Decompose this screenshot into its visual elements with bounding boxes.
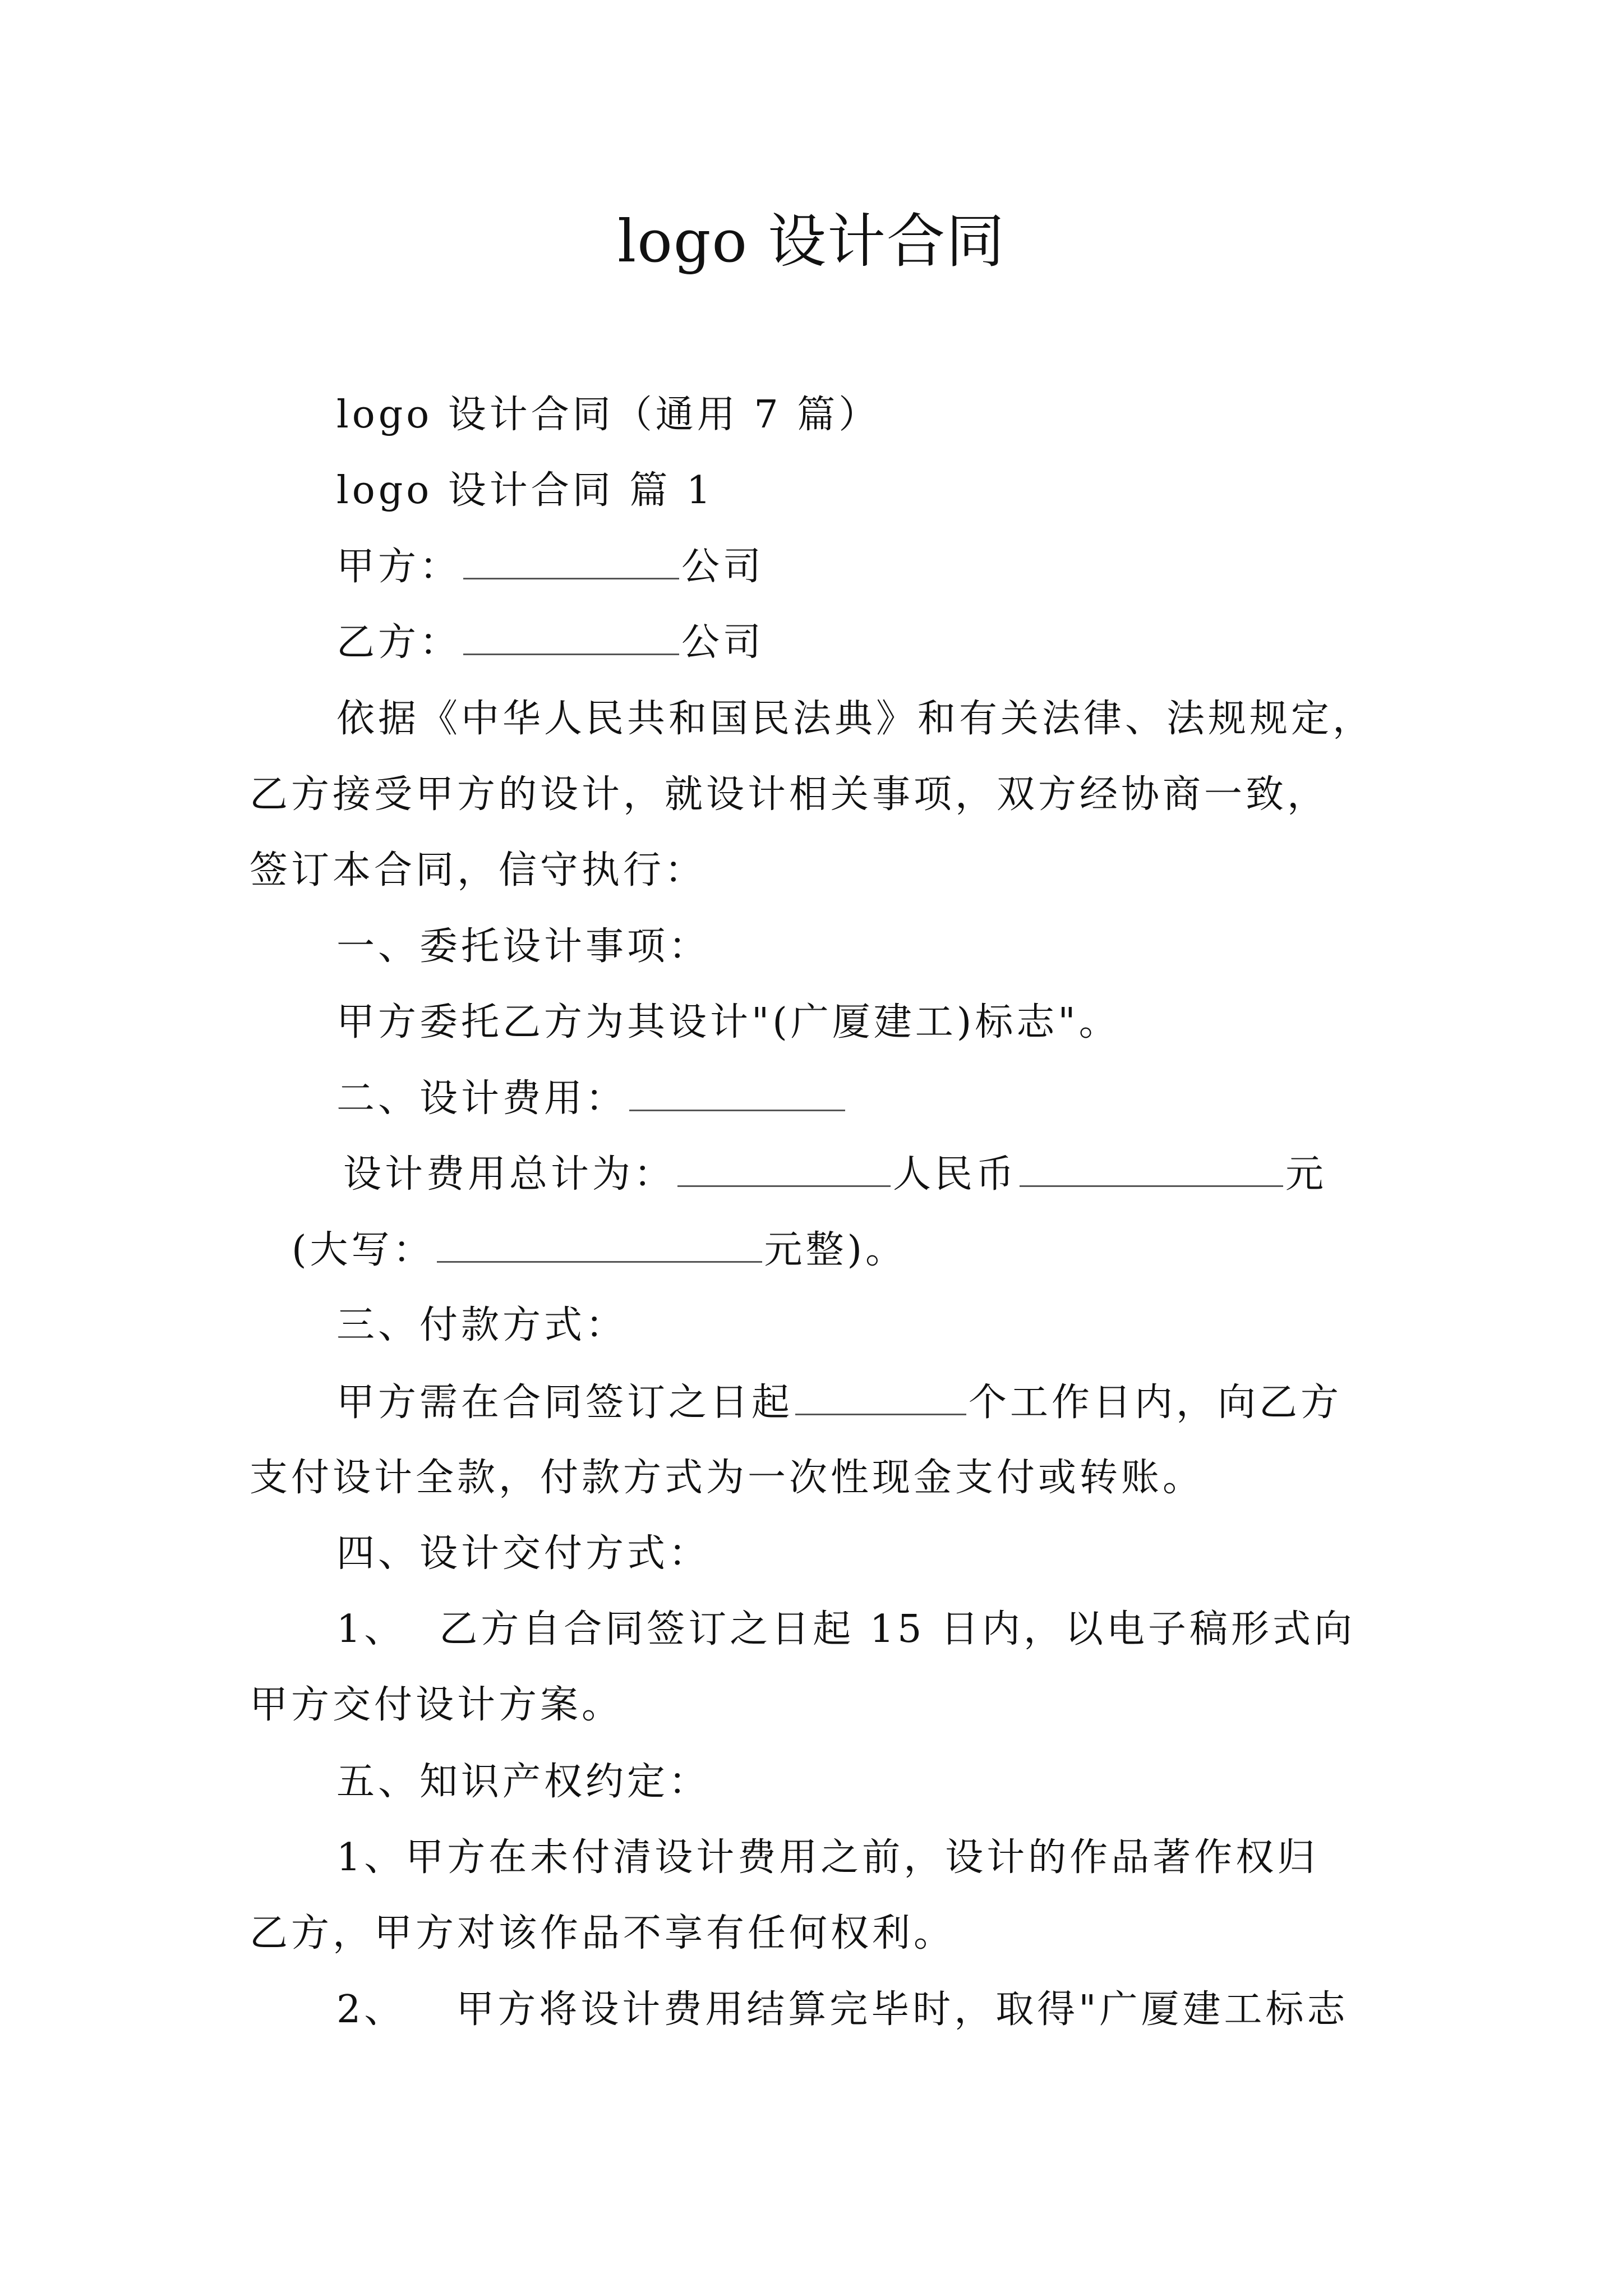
party-b-blank	[463, 614, 679, 655]
fee-blank	[629, 1070, 845, 1111]
party-b-suffix: 公司	[681, 620, 765, 665]
ip2-number: 2、	[336, 1987, 406, 2032]
ip1-line-1: 1、甲方在未付清设计费用之前，设计的作品著作权归	[336, 1835, 1319, 1880]
ip1-line-2: 乙方，甲方对该作品不享有任何权利。	[250, 1911, 956, 1955]
delivery-line-2: 甲方交付设计方案。	[250, 1683, 624, 1727]
item3-heading: 三、付款方式：	[336, 1303, 628, 1347]
item1-text: 甲方委托乙方为其设计"(广厦建工)标志"。	[336, 1000, 1121, 1045]
party-a-suffix: 公司	[681, 545, 765, 589]
party-b-line	[336, 614, 764, 671]
party-a-line	[336, 539, 764, 595]
delivery-text: 乙方自合同签订之日起 15 日内，以电子稿形式向	[439, 1607, 1356, 1651]
document-title: logo 设计合同	[617, 207, 1006, 275]
payment-prefix: 甲方需在合同签订之日起	[336, 1381, 794, 1425]
fee-currency: 人民币	[893, 1152, 1018, 1197]
ip2-text: 甲方将设计费用结算完毕时，取得"广厦建工标志	[456, 1987, 1349, 2032]
item1-heading: 一、委托设计事项：	[336, 924, 711, 969]
item4-heading: 四、设计交付方式：	[336, 1531, 711, 1576]
intro-line-2: 乙方接受甲方的设计，就设计相关事项，双方经协商一致，	[250, 772, 1329, 817]
fee-amount-blank	[1020, 1146, 1283, 1187]
fee-total-label: 设计费用总计为：	[343, 1152, 676, 1197]
fee-caps-line	[292, 1222, 907, 1278]
ip2-line-1	[336, 1982, 1349, 2038]
document-heading: logo 设计合同（通用 7 篇）	[336, 393, 880, 437]
item2-heading-line	[336, 1070, 847, 1127]
fee-total-blank	[677, 1146, 891, 1187]
fee-caps-blank	[437, 1222, 762, 1263]
party-b-label: 乙方：	[336, 620, 462, 665]
delivery-number: 1、	[336, 1607, 406, 1651]
fee-caps-prefix: (大写：	[292, 1228, 435, 1272]
party-a-label: 甲方：	[336, 545, 462, 589]
intro-line-3: 签订本合同，信守执行：	[250, 848, 707, 892]
payment-line-2: 支付设计全款，付款方式为一次性现金支付或转账。	[250, 1456, 1205, 1500]
item2-heading: 二、设计费用：	[336, 1076, 628, 1121]
fee-unit: 元	[1285, 1152, 1327, 1197]
fee-caps-suffix: 元整)。	[764, 1228, 907, 1272]
delivery-line-1	[336, 1602, 1355, 1658]
payment-days-blank	[795, 1374, 966, 1415]
payment-line-1	[336, 1374, 1342, 1431]
intro-line-1: 依据《中华人民共和国民法典》和有关法律、法规规定，	[336, 697, 1375, 741]
payment-suffix: 个工作日内，向乙方	[969, 1381, 1343, 1425]
fee-total-line	[343, 1146, 1327, 1203]
item5-heading: 五、知识产权约定：	[336, 1760, 711, 1804]
party-a-blank	[463, 539, 679, 579]
section-title: logo 设计合同 篇 1	[336, 468, 714, 513]
